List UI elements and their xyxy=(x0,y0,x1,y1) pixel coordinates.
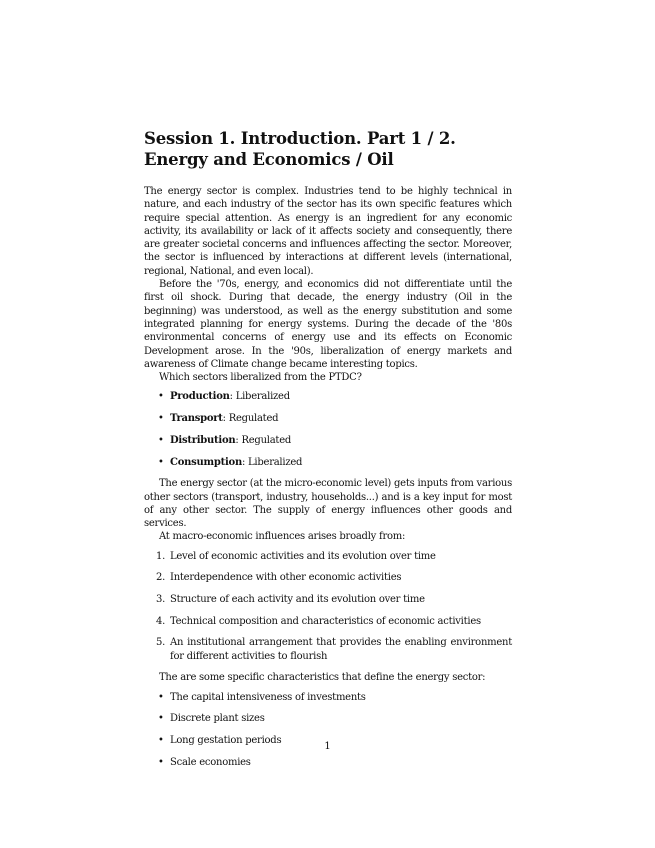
list-item xyxy=(158,756,512,769)
item-text: Scale economies xyxy=(170,756,251,768)
sector-name: Consumption xyxy=(170,456,242,468)
question-paragraph: Which sectors liberalized from the PTDC? xyxy=(159,372,362,384)
list-item xyxy=(158,691,512,704)
sector-status: : Regulated xyxy=(222,413,279,425)
bullet-icon: • xyxy=(158,756,164,768)
item-text: Discrete plant sizes xyxy=(170,713,265,725)
characteristics-paragraph: The are some specific characteristics that define the energy sector: xyxy=(159,672,486,684)
bullet-icon: • xyxy=(158,413,164,425)
item-text: Interdependence with other economic activities xyxy=(170,572,402,584)
document-page xyxy=(144,128,512,777)
history-paragraph: Before the '70s, energy, and economics did not differentiate until the first oil shock. During that decade, the energy industry (Oil in the beginning) was understood, as well as the energy substitution and some integrated planning for energy systems. During the decade of the '80s environmental concerns of energy use and its effects on Economic Development arose. In the '90s, liberalization of energy markets and awareness of Climate change became interesting topics. xyxy=(144,279,512,370)
item-number: 3. xyxy=(156,594,166,606)
list-item xyxy=(158,712,512,725)
list-item xyxy=(158,390,512,403)
bullet-icon: • xyxy=(158,713,164,725)
item-text: Technical composition and characteristics of economic activities xyxy=(170,615,481,627)
list-item xyxy=(158,434,512,447)
item-text: The capital intensiveness of investments xyxy=(170,691,366,703)
sector-name: Production xyxy=(170,391,230,403)
page-title: Session 1. Introduction. Part 1 / 2. Energy and Economics / Oil xyxy=(144,129,456,169)
micro-paragraph: The energy sector (at the micro-economic level) gets inputs from various other sectors (transport, industry, households...) and is a key input for most of any other sector. The supply of energy influences other goods and services. xyxy=(144,478,512,530)
item-text: An institutional arrangement that provides the enabling environment for different activities to flourish xyxy=(170,637,512,662)
sector-status: : Regulated xyxy=(235,434,292,446)
list-item xyxy=(156,593,512,606)
item-text: Structure of each activity and its evolution over time xyxy=(170,594,425,606)
bullet-icon: • xyxy=(158,691,164,703)
item-number: 1. xyxy=(156,550,166,562)
characteristics-list xyxy=(144,691,512,769)
list-item xyxy=(158,456,512,469)
macro-influences-list xyxy=(144,550,512,663)
sectors-list xyxy=(144,390,512,468)
intro-paragraph: The energy sector is complex. Industries tend to be highly technical in nature, and each industry of the sector has its own specific features which require special attention. As energy is an ingredient for any economic activity, its availability or lack of it affects society and consequently, there are greater societal concerns and influences affecting the sector. Moreover, the sector is influenced by interactions at different levels (international, regional, National, and even local). xyxy=(144,186,512,277)
item-text: Long gestation periods xyxy=(170,735,282,747)
bullet-icon: • xyxy=(158,456,164,468)
list-item xyxy=(156,615,512,628)
list-item xyxy=(156,571,512,584)
bullet-icon: • xyxy=(158,391,164,403)
list-item xyxy=(156,550,512,563)
list-item xyxy=(158,412,512,425)
bullet-icon: • xyxy=(158,434,164,446)
list-item xyxy=(156,636,512,663)
item-number: 5. xyxy=(156,637,166,649)
item-number: 2. xyxy=(156,572,166,584)
bullet-icon: • xyxy=(158,735,164,747)
sector-status: : Liberalized xyxy=(241,456,303,468)
macro-paragraph: At macro-economic influences arises broadly from: xyxy=(159,531,406,543)
sector-status: : Liberalized xyxy=(229,391,290,403)
item-number: 4. xyxy=(156,615,166,627)
item-text: Level of economic activities and its evolution over time xyxy=(170,550,436,562)
sector-name: Transport xyxy=(170,413,223,425)
page-number: 1 xyxy=(324,741,331,752)
sector-name: Distribution xyxy=(170,434,236,446)
